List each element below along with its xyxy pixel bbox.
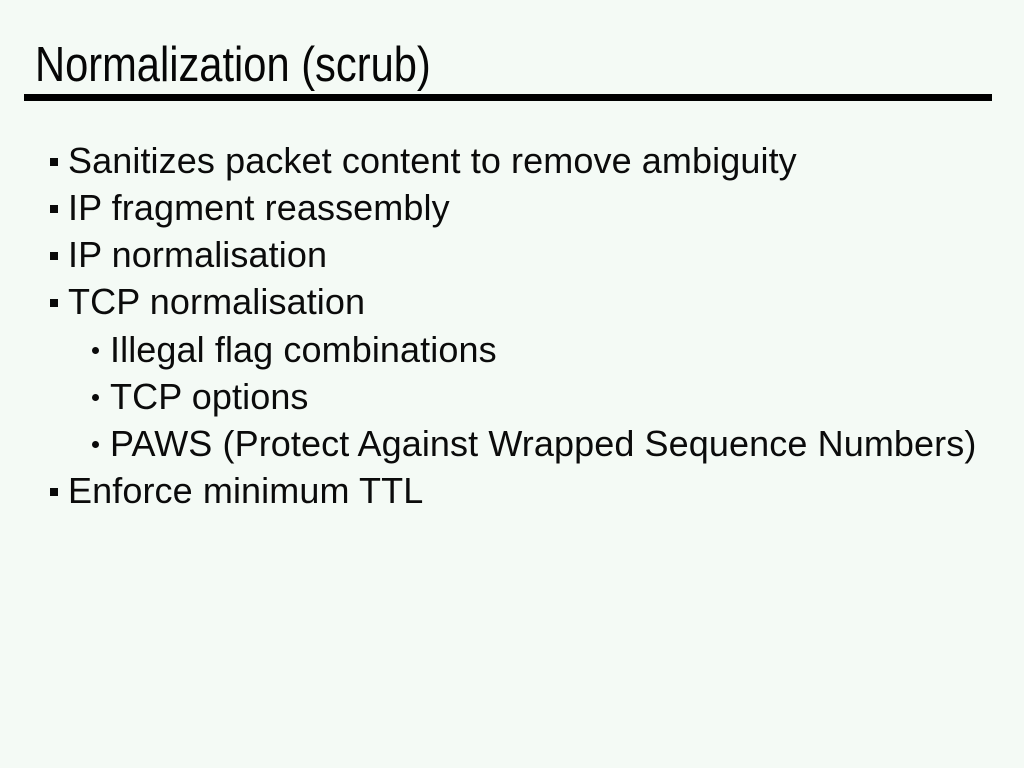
dot-bullet-icon: [92, 394, 99, 401]
title-underline: [24, 94, 992, 101]
bullet-text: IP fragment reassembly: [68, 187, 450, 229]
dot-bullet-icon: [92, 347, 99, 354]
bullet-text: TCP options: [110, 375, 309, 417]
square-bullet-icon: [50, 252, 58, 260]
square-bullet-icon: [50, 205, 58, 213]
square-bullet-icon: [50, 488, 58, 496]
list-item: [0, 467, 1024, 514]
bullet-list: [0, 137, 1024, 514]
list-item-sub: [0, 326, 1024, 373]
list-item: [0, 137, 1024, 184]
square-bullet-icon: [50, 299, 58, 307]
square-bullet-icon: [50, 158, 58, 166]
list-item: [0, 278, 1024, 325]
slide-title: Normalization (scrub): [35, 38, 431, 92]
bullet-text: Illegal flag combinations: [110, 328, 497, 370]
list-item: [0, 231, 1024, 278]
dot-bullet-icon: [92, 441, 99, 448]
list-item-sub: [0, 373, 1024, 420]
list-item-sub: [0, 420, 1024, 467]
bullet-text: Enforce minimum TTL: [68, 469, 424, 511]
bullet-text: Sanitizes packet content to remove ambiguity: [68, 140, 797, 181]
list-item: [0, 184, 1024, 231]
bullet-text: PAWS (Protect Against Wrapped Sequence Numbers): [110, 422, 977, 464]
bullet-text: TCP normalisation: [68, 281, 366, 323]
bullet-text: IP normalisation: [68, 234, 328, 276]
